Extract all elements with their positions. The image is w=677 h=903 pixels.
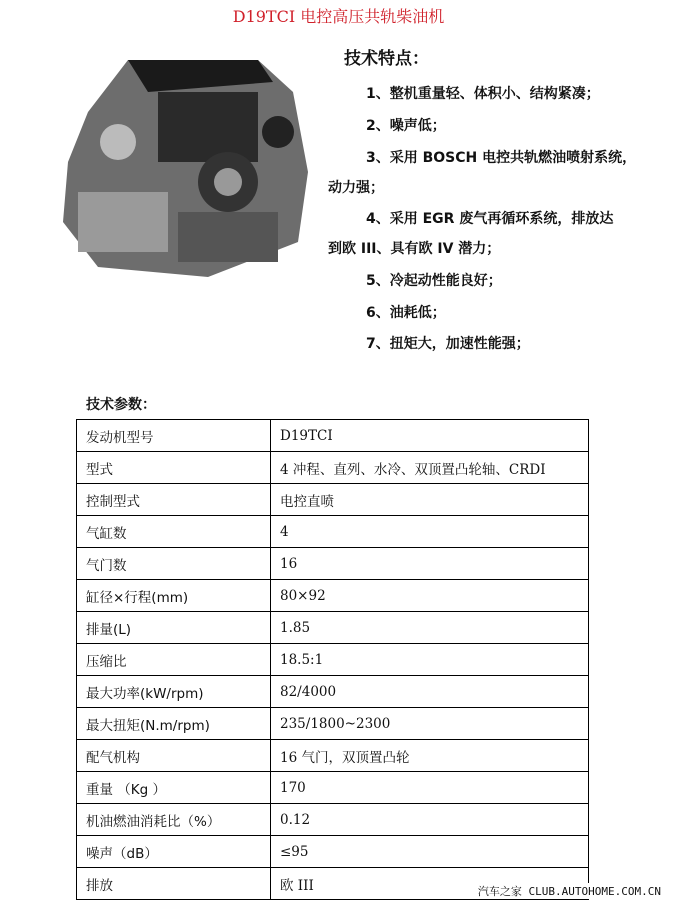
spec-value: 16 气门，双顶置凸轮: [271, 740, 589, 772]
table-row: [77, 804, 589, 836]
spec-label: 气缸数: [77, 516, 271, 548]
spec-label: 气门数: [77, 548, 271, 580]
spec-value: 82/4000: [271, 676, 589, 708]
spec-value: 18.5:1: [271, 644, 589, 676]
table-row: [77, 836, 589, 868]
spec-value: 4: [271, 516, 589, 548]
spec-label: 最大功率(kW/rpm): [77, 676, 271, 708]
spec-label: 排放: [77, 868, 271, 900]
table-row: [77, 740, 589, 772]
table-row: [77, 644, 589, 676]
spec-label: 最大扭矩(N.m/rpm): [77, 708, 271, 740]
table-row: [77, 676, 589, 708]
table-row: [77, 420, 589, 452]
feature-item: 6、油耗低；: [366, 305, 446, 321]
spec-value: D19TCI: [271, 420, 589, 452]
spec-label: 发动机型号: [77, 420, 271, 452]
spec-value: 80×92: [271, 580, 589, 612]
spec-value: 1.85: [271, 612, 589, 644]
feature-item: 1、整机重量轻、体积小、结构紧凑；: [366, 86, 600, 102]
spec-label: 噪声（dB）: [77, 836, 271, 868]
spec-value: 170: [271, 772, 589, 804]
feature-item: 4、采用 EGR 废气再循环系统，排放达: [366, 211, 614, 227]
spec-label: 型式: [77, 452, 271, 484]
features-heading: 技术特点：: [344, 49, 429, 69]
table-row: [77, 452, 589, 484]
engine-photo: [58, 52, 318, 280]
spec-label: 配气机构: [77, 740, 271, 772]
spec-value: 16: [271, 548, 589, 580]
table-row: [77, 772, 589, 804]
spec-label: 缸径×行程(mm): [77, 580, 271, 612]
table-row: [77, 580, 589, 612]
feature-item: 到欧 III、具有欧 IV 潜力；: [328, 241, 501, 257]
table-row: [77, 708, 589, 740]
spec-value: ≤95: [271, 836, 589, 868]
table-row: [77, 484, 589, 516]
feature-item: 7、扭矩大，加速性能强；: [366, 336, 530, 352]
spec-label: 排量(L): [77, 612, 271, 644]
spec-value: 电控直喷: [271, 484, 589, 516]
table-row: [77, 548, 589, 580]
table-row: [77, 516, 589, 548]
feature-item: 2、噪声低；: [366, 118, 446, 134]
feature-item: 5、冷起动性能良好；: [366, 273, 502, 289]
table-row: [77, 612, 589, 644]
spec-table: [76, 419, 589, 900]
spec-label: 重量 （Kg ）: [77, 772, 271, 804]
spec-value: 235/1800~2300: [271, 708, 589, 740]
params-heading: 技术参数：: [86, 397, 156, 413]
spec-label: 控制型式: [77, 484, 271, 516]
watermark: 汽车之家 CLUB.AUTOHOME.COM.CN: [477, 885, 661, 898]
spec-value: 0.12: [271, 804, 589, 836]
feature-item: 3、采用 BOSCH 电控共轨燃油喷射系统，: [366, 150, 637, 166]
page-title: D19TCI 电控高压共轨柴油机: [232, 7, 445, 26]
spec-label: 压缩比: [77, 644, 271, 676]
spec-value: 4 冲程、直列、水冷、双顶置凸轮轴、CRDI: [271, 452, 589, 484]
spec-label: 机油燃油消耗比（%）: [77, 804, 271, 836]
spec-value: 欧 III: [271, 868, 589, 900]
feature-item: 动力强；: [328, 180, 384, 196]
